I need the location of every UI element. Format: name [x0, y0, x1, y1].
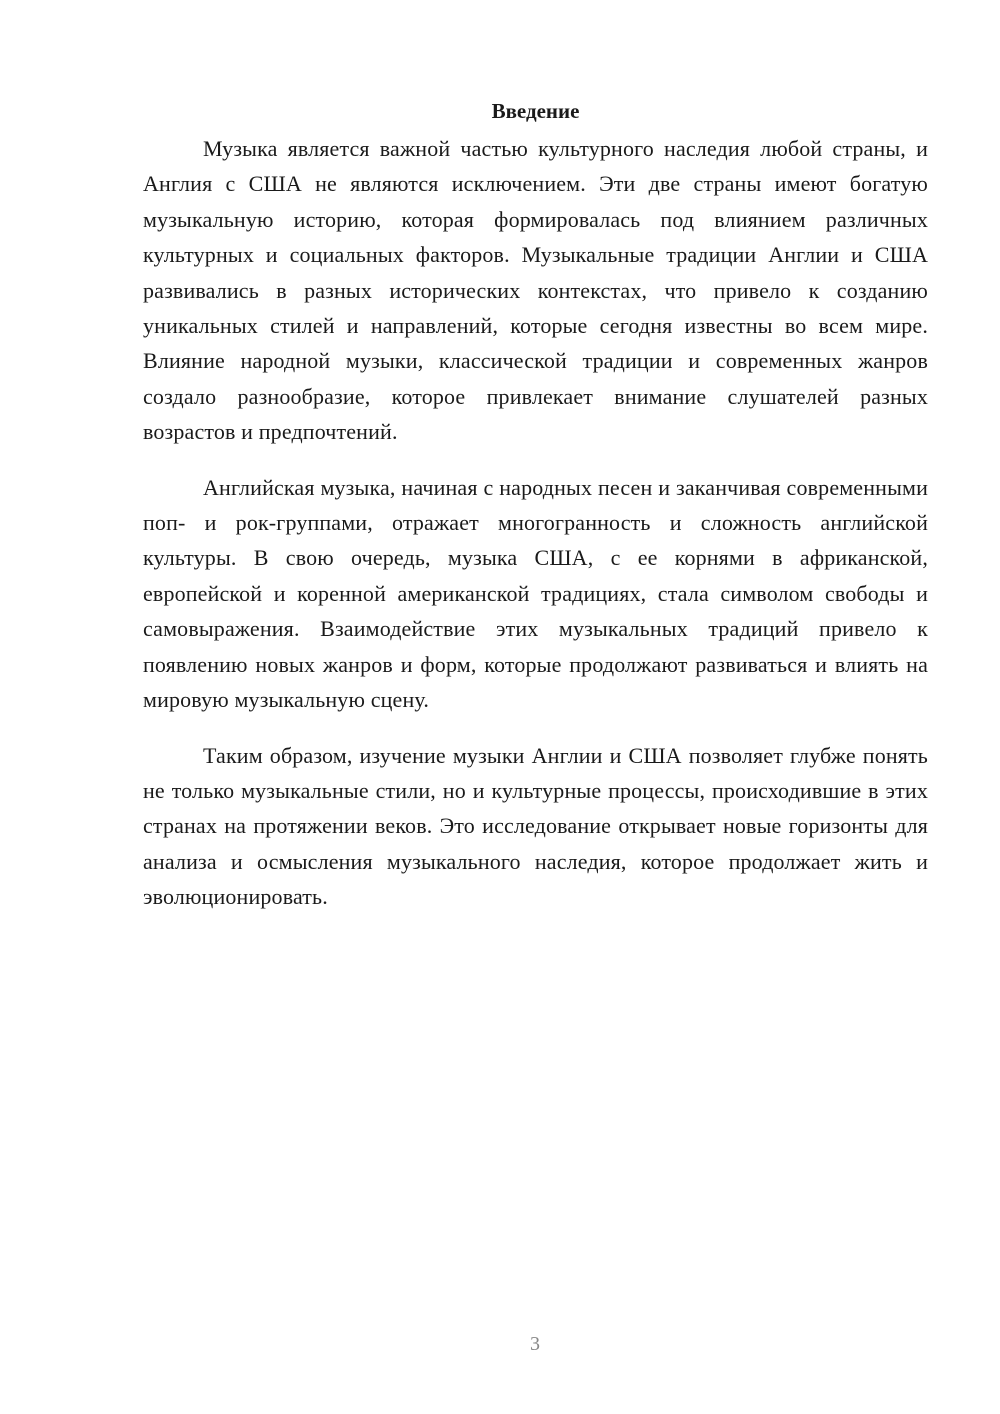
paragraph-2: Английская музыка, начиная с народных песен и заканчивая современными поп- и рок-группами, отражает многогранность и сложность английской культуры. В свою очередь, музыка США, с ее корнями в африканской, европейской и коренной американской традициях, стала символом свободы и самовыражения. Взаимодействие этих музыкальных традиций привело к появлению новых жанров и форм, которые продолжают развиваться и влиять на мировую музыкальную сцену.	[143, 474, 928, 713]
page-number: 3	[530, 1333, 540, 1355]
paragraph-1: Музыка является важной частью культурного наследия любой страны, и Англия с США не являются исключением. Эти две страны имеют богатую музыкальную историю, которая формировалась под влиянием различных культурных и социальных факторов. Музыкальные традиции Англии и США развивались в разных исторических контекстах, что привело к созданию уникальных стилей и направлений, которые сегодня известны во всем мире. Влияние народной музыки, классической традиции и современных жанров создало разнообразие, которое привлекает внимание слушателей разных возрастов и предпочтений.	[143, 136, 928, 445]
paragraph-3: Таким образом, изучение музыки Англии и США позволяет глубже понять не только музыкальные стили, но и культурные процессы, происходившие в этих странах на протяжении веков. Это исследование открывает новые горизонты для анализа и осмысления музыкального наследия, которое продолжает жить и эволюционировать.	[143, 742, 928, 910]
section-title: Введение	[491, 99, 580, 123]
document-page	[143, 96, 928, 935]
